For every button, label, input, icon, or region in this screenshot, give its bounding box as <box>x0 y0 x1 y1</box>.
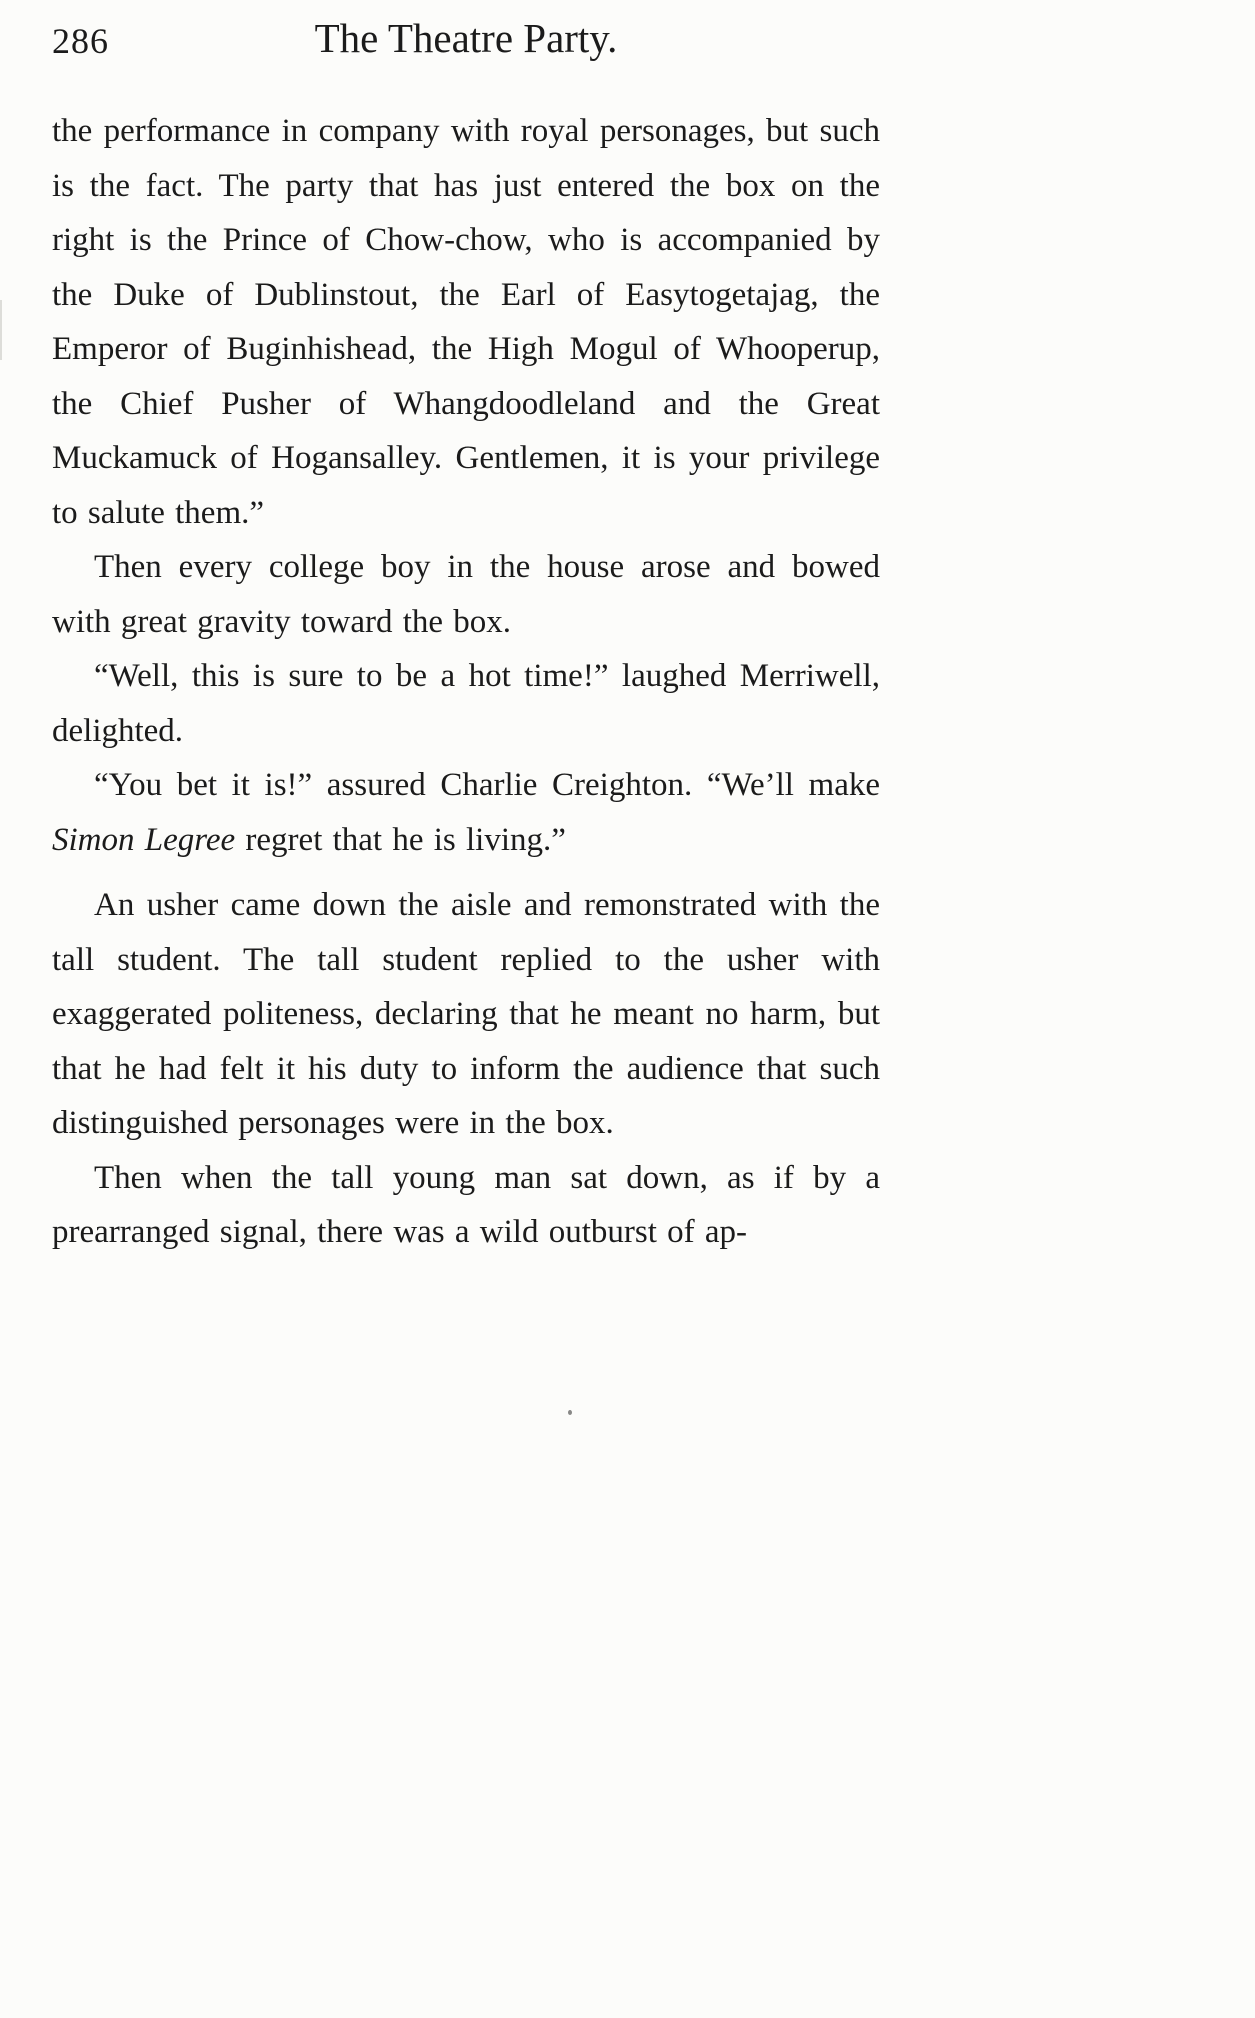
paragraph: Then when the tall young man sat down, as if by a prearranged signal, there was a wild outburst of ap- <box>52 1159 880 1250</box>
paragraph-text: “You bet it is!” assured Charlie Creighton. “We’ll make <box>94 767 880 803</box>
paragraph <box>52 758 880 867</box>
paragraph: An usher came down the aisle and remonstrated with the tall student. The tall student replied to the usher with exaggerated politeness, declaring that he meant no harm, but that he had felt it his duty to inform the audience that such distinguished personages were in the box. <box>52 887 880 1141</box>
page-content <box>52 14 880 1260</box>
scan-speck <box>568 1410 572 1415</box>
page-body <box>52 104 880 1260</box>
paragraph: Then every college boy in the house arose and bowed with great gravity toward the box. <box>52 549 880 640</box>
page-title: The Theatre Party. <box>314 15 618 61</box>
running-header <box>52 14 880 78</box>
paragraph-text: regret that he is living.” <box>235 821 566 858</box>
paragraph: “Well, this is sure to be a hot time!” laughed Merriwell, delighted. <box>52 658 880 749</box>
scan-edge-artifact <box>0 300 2 360</box>
paragraph: the performance in company with royal personages, but such is the fact. The party that has just entered the box on the right is the Prince of Chow-chow, who is accompanied by the Duke of Dublinstout, the Earl of Easytogetajag, the Emperor of Buginhishead, the High Mogul of Whooperup, the Chief Pusher of Whangdoodleland and the Great Muckamuck of Hogansalley. Gentlemen, it is your privilege to salute them.” <box>52 113 880 531</box>
italic-book-title: Simon Legree <box>52 821 236 858</box>
page-number: 286 <box>52 21 109 61</box>
